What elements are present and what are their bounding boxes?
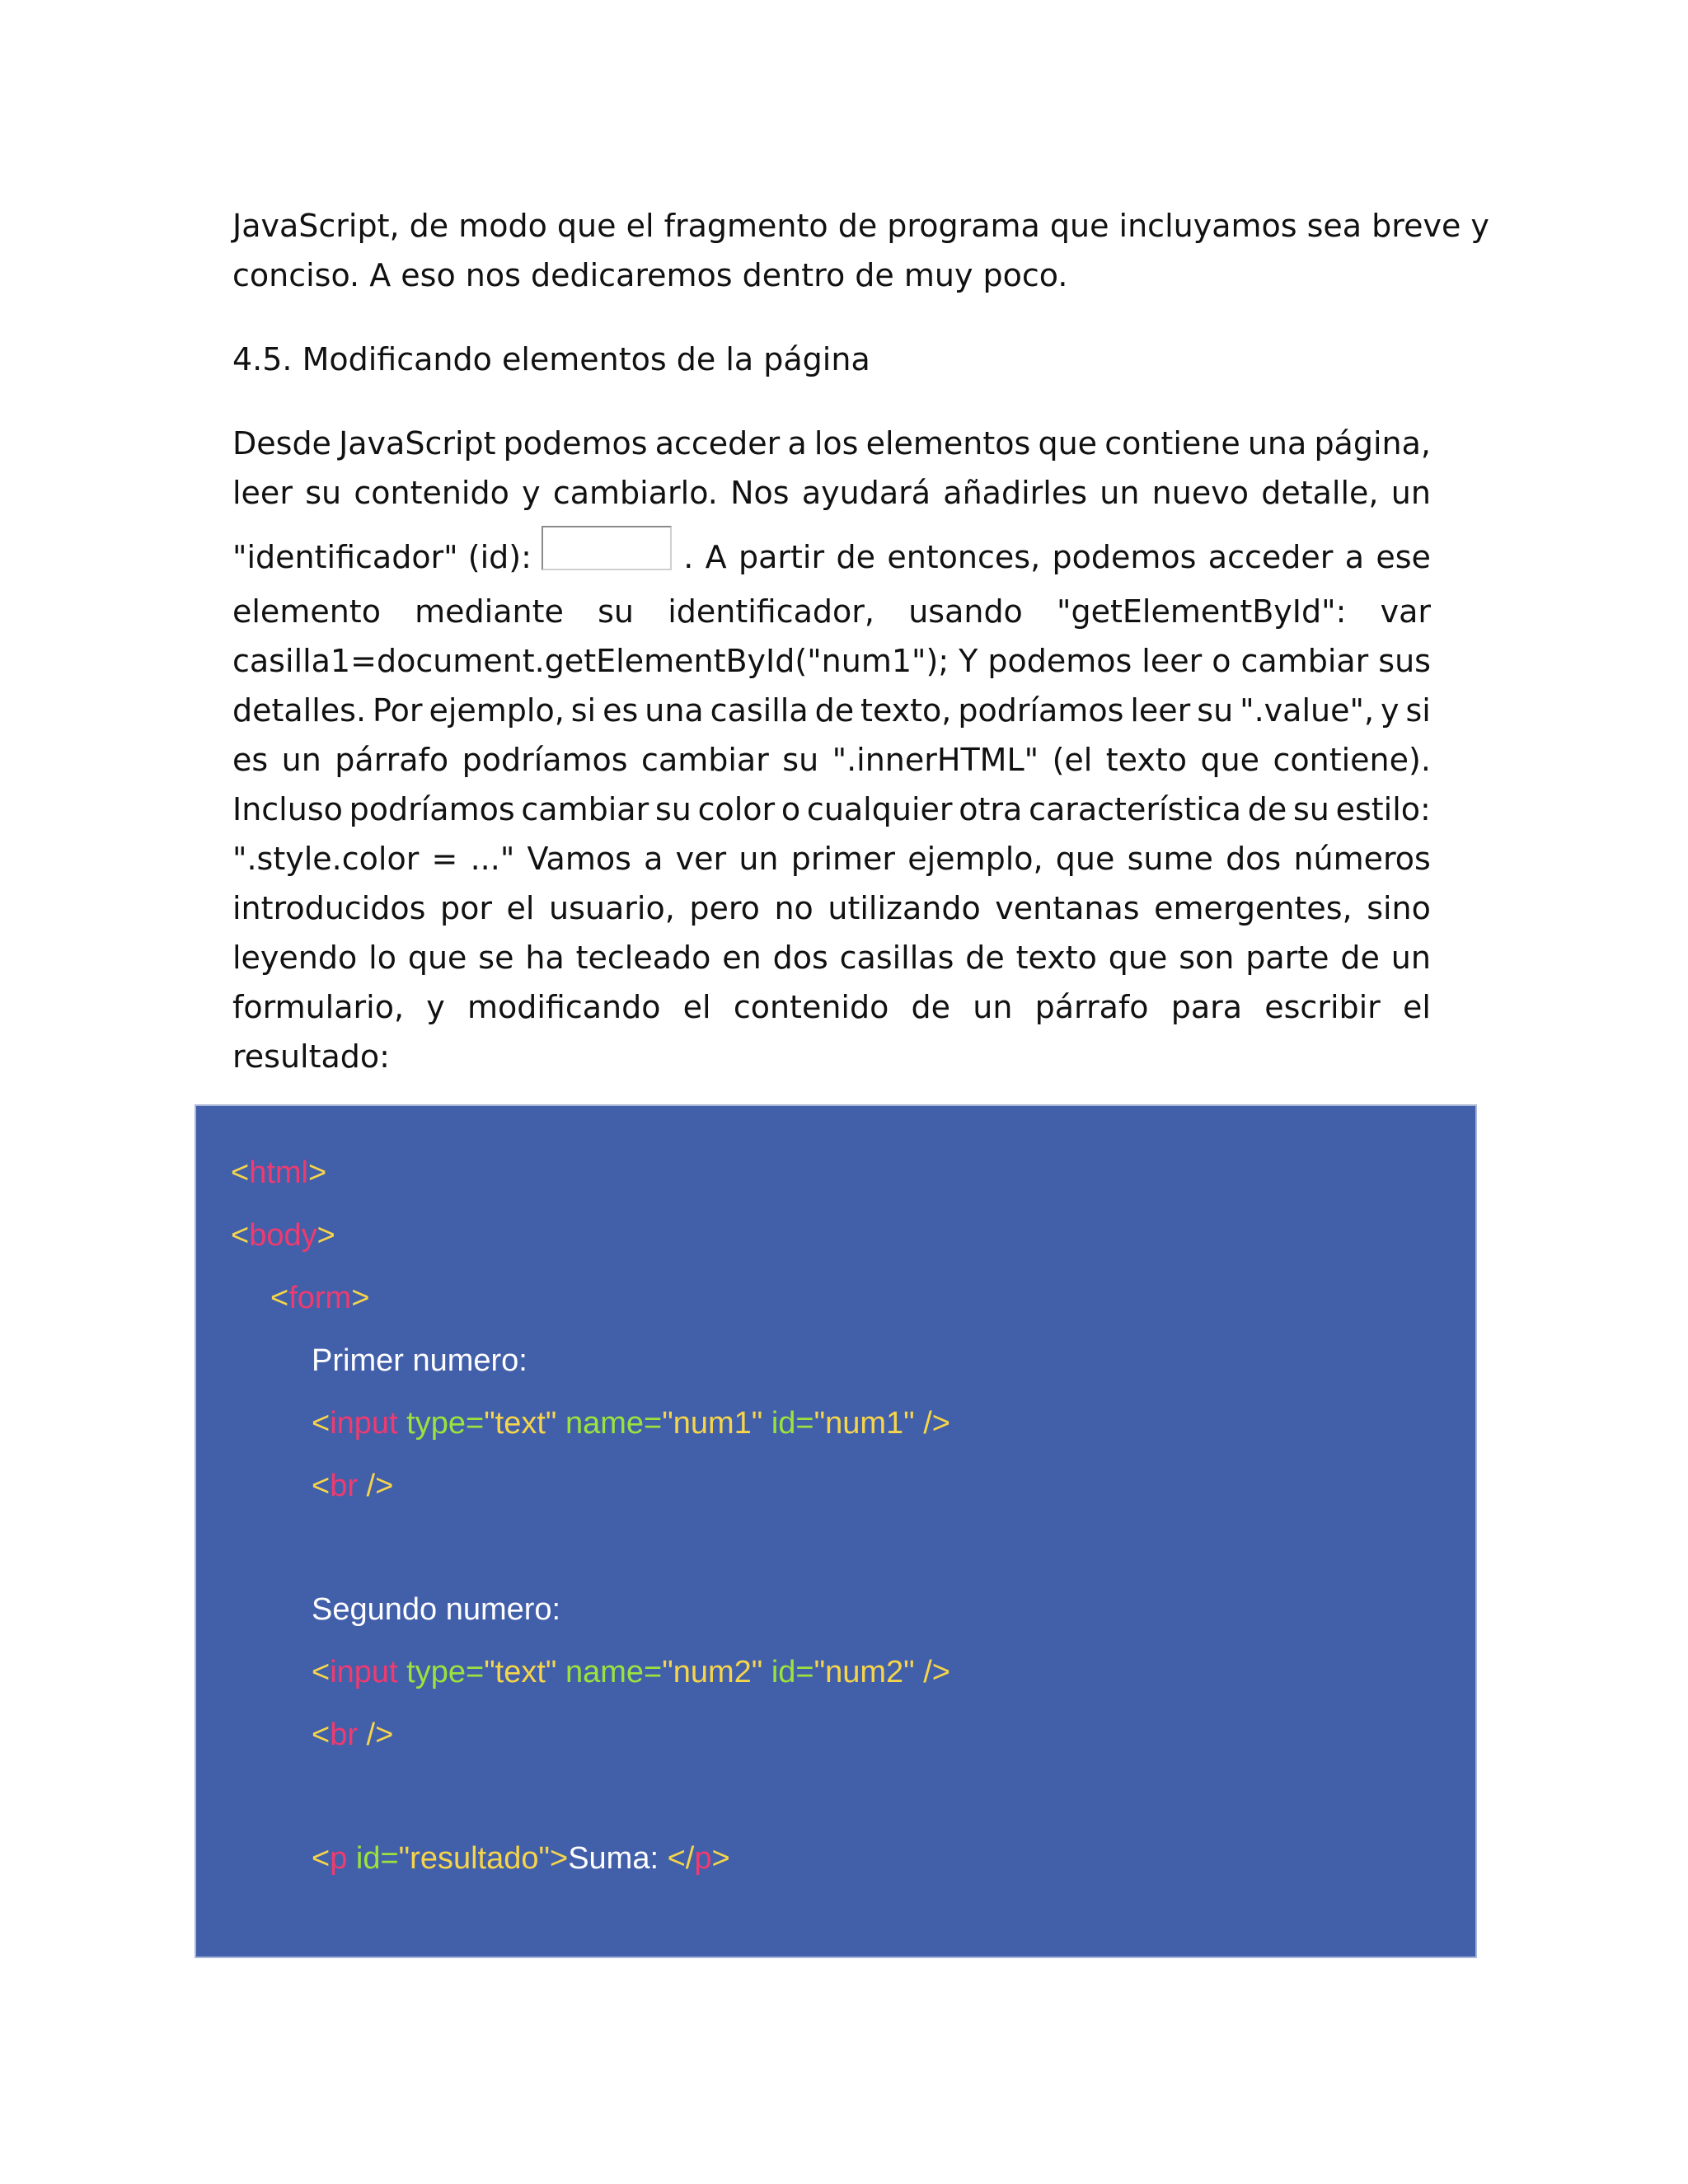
text-word: JavaScript xyxy=(339,425,496,462)
text-word: podemos xyxy=(503,425,648,462)
text-word: escribir xyxy=(1264,989,1381,1025)
code-attribute: type= xyxy=(397,1655,485,1690)
text-word: página, xyxy=(1314,425,1431,462)
text-word: un xyxy=(1390,940,1431,976)
text-line: JavaScript, de modo que el fragmento de programa que incluyamos sea breve y xyxy=(232,208,1489,244)
code-tag: p xyxy=(330,1841,348,1876)
code-bracket: > xyxy=(316,1218,335,1253)
code-bracket: < xyxy=(312,1841,331,1876)
text-word: que xyxy=(1038,425,1098,462)
text-word: el xyxy=(1403,989,1431,1025)
text-word: detalle, xyxy=(1261,475,1379,511)
text-word: Por xyxy=(373,692,423,729)
code-line-label2 xyxy=(312,1589,560,1630)
text-word: su xyxy=(654,791,692,827)
code-attribute: type= xyxy=(397,1406,485,1441)
text-word: utilizando xyxy=(828,890,981,926)
text-word: podríamos xyxy=(958,692,1124,729)
text-word: su xyxy=(598,593,634,630)
text-word: ".innerHTML" xyxy=(832,742,1039,778)
text-word: es xyxy=(232,742,269,778)
text-word: sino xyxy=(1367,890,1431,926)
text-word: partir xyxy=(738,539,825,575)
text-word: no xyxy=(774,890,814,926)
code-attribute: name= xyxy=(556,1655,663,1690)
text-line xyxy=(232,419,1431,468)
text-word: leer xyxy=(232,475,293,511)
text-word: casilla xyxy=(710,692,809,729)
text-word: tecleado xyxy=(575,940,711,976)
text-word: var xyxy=(1380,593,1431,630)
code-tag: input xyxy=(330,1655,398,1690)
text-word: el xyxy=(682,989,711,1025)
code-line-body xyxy=(231,1215,335,1256)
text-word: emergentes, xyxy=(1154,890,1353,926)
text-word: pero xyxy=(689,890,760,926)
code-bracket: < xyxy=(231,1155,250,1190)
text-word: y xyxy=(1381,692,1400,729)
text-word: modificando xyxy=(467,989,661,1025)
text-word: característica xyxy=(1029,791,1241,827)
text-word: de xyxy=(836,539,875,575)
code-bracket: < xyxy=(231,1218,250,1253)
code-bracket: < xyxy=(270,1281,289,1315)
code-bracket: < xyxy=(312,1718,331,1752)
text-word: ayudará xyxy=(801,475,931,511)
code-bracket: > xyxy=(711,1841,730,1876)
intro-paragraph xyxy=(232,201,1489,300)
text-word: texto, xyxy=(860,692,952,729)
text-word: que xyxy=(1108,940,1168,976)
text-word: (el xyxy=(1052,742,1093,778)
text-word: añadirles xyxy=(943,475,1087,511)
text-word: se xyxy=(478,940,514,976)
code-string: "resultado" xyxy=(398,1841,550,1876)
code-string: "num2" xyxy=(662,1655,763,1690)
text-line xyxy=(232,686,1431,735)
code-line-label1 xyxy=(312,1340,528,1381)
code-bracket: /> xyxy=(358,1718,394,1752)
code-string: "text" xyxy=(484,1655,557,1690)
text-word: de xyxy=(1340,940,1380,976)
text-word: por xyxy=(439,890,492,926)
text-word: leyendo xyxy=(232,940,358,976)
text-line xyxy=(232,1032,1431,1081)
text-word: su xyxy=(782,742,819,778)
text-word: ventanas xyxy=(995,890,1140,926)
text-word: su xyxy=(305,475,342,511)
text-word: cambiar xyxy=(1240,643,1369,679)
text-word: de xyxy=(814,692,855,729)
text-word: ejemplo, xyxy=(907,841,1043,877)
code-bracket: /> xyxy=(358,1469,394,1503)
code-string: "num1" xyxy=(662,1406,763,1441)
code-bracket: </ xyxy=(667,1841,695,1876)
text-word: o xyxy=(781,791,801,827)
text-word: y xyxy=(426,989,445,1025)
text-word: texto xyxy=(1105,742,1188,778)
text-word: acceder xyxy=(654,425,781,462)
text-word: contenido xyxy=(354,475,509,511)
code-attribute: id= xyxy=(762,1655,814,1690)
text-word: un xyxy=(973,989,1013,1025)
text-word: dos xyxy=(1226,841,1282,877)
text-word: si xyxy=(1405,692,1431,729)
text-word: ".style.color xyxy=(232,841,420,877)
text-line xyxy=(232,933,1431,982)
id-prefix-text: "identificador" (id): xyxy=(232,539,532,575)
section-heading: 4.5. Modificando elementos de la página xyxy=(232,341,870,377)
text-word: que xyxy=(407,940,467,976)
code-bracket: > xyxy=(308,1155,327,1190)
code-tag: br xyxy=(330,1469,358,1503)
text-word: ..." xyxy=(470,841,515,877)
text-word: lo xyxy=(368,940,396,976)
code-line-br1 xyxy=(312,1465,393,1507)
text-word: podríamos xyxy=(462,742,628,778)
text-word: párrafo xyxy=(1034,989,1149,1025)
text-word: detalles. xyxy=(232,692,367,729)
text-word: dos xyxy=(772,940,828,976)
id-prefix-group xyxy=(232,532,672,582)
text-word: otra xyxy=(959,791,1023,827)
text-word: Vamos xyxy=(527,841,631,877)
text-word: sume xyxy=(1127,841,1213,877)
code-bracket: < xyxy=(312,1469,331,1503)
text-line xyxy=(232,883,1431,933)
example-text-input[interactable] xyxy=(542,526,672,570)
text-word: o xyxy=(1212,643,1231,679)
text-word: podemos xyxy=(987,643,1132,679)
text-line xyxy=(232,518,1431,587)
text-word: un xyxy=(738,841,779,877)
text-line xyxy=(232,982,1431,1032)
code-attribute: id= xyxy=(762,1406,814,1441)
text-word: = xyxy=(431,841,458,877)
text-word: usando xyxy=(908,593,1023,630)
text-word: si xyxy=(570,692,597,729)
code-line-html xyxy=(231,1152,326,1193)
text-word: párrafo xyxy=(335,742,449,778)
code-tag: html xyxy=(249,1155,308,1190)
text-word: Y xyxy=(959,643,978,679)
text-word: que xyxy=(1200,742,1260,778)
code-tag: p xyxy=(694,1841,712,1876)
text-word: elemento xyxy=(232,593,381,630)
text-line: conciso. A eso nos dedicaremos dentro de muy poco. xyxy=(232,257,1068,293)
code-line-input2 xyxy=(312,1652,950,1693)
text-word: cambiarlo. xyxy=(552,475,718,511)
text-word: un xyxy=(1390,475,1431,511)
text-word: primer xyxy=(790,841,896,877)
text-word: de xyxy=(911,989,951,1025)
text-word: es xyxy=(603,692,639,729)
text-word: entonces, xyxy=(887,539,1041,575)
code-text: Segundo numero: xyxy=(312,1592,561,1627)
text-word: a xyxy=(787,425,807,462)
text-word: y xyxy=(522,475,541,511)
code-block xyxy=(195,1104,1477,1958)
text-word: texto xyxy=(1015,940,1097,976)
text-line-content: resultado: xyxy=(232,1038,390,1075)
text-word: para xyxy=(1170,989,1243,1025)
code-text: Suma: xyxy=(568,1841,668,1876)
code-line-form xyxy=(270,1277,369,1319)
text-word: Nos xyxy=(730,475,790,511)
text-line xyxy=(232,735,1431,785)
code-bracket: /> xyxy=(914,1406,950,1441)
text-word: en xyxy=(722,940,762,976)
text-word: a xyxy=(644,841,663,877)
text-word: cambiar xyxy=(641,742,769,778)
text-word: sus xyxy=(1378,643,1431,679)
text-word: formulario, xyxy=(232,989,405,1025)
code-string: "text" xyxy=(484,1406,557,1441)
text-word: podemos xyxy=(1052,539,1197,575)
text-word: contiene). xyxy=(1273,742,1431,778)
code-bracket: < xyxy=(312,1406,331,1441)
text-word: . xyxy=(683,539,694,575)
text-word: de xyxy=(965,940,1005,976)
text-word: una xyxy=(1247,425,1307,462)
code-tag: input xyxy=(330,1406,398,1441)
code-line-br2 xyxy=(312,1714,393,1755)
text-word: color xyxy=(697,791,776,827)
text-word: su xyxy=(1197,692,1234,729)
text-word: ese xyxy=(1376,539,1431,575)
code-line-result xyxy=(312,1838,730,1879)
text-word: ha xyxy=(525,940,565,976)
text-word: el xyxy=(506,890,535,926)
code-tag: body xyxy=(249,1218,317,1253)
text-word: leer xyxy=(1142,643,1203,679)
text-word: un xyxy=(1100,475,1140,511)
code-line-input1 xyxy=(312,1403,950,1444)
text-word: cualquier xyxy=(806,791,953,827)
text-word: identificador, xyxy=(668,593,874,630)
text-word: contiene xyxy=(1104,425,1240,462)
text-word: ".value", xyxy=(1240,692,1375,729)
text-line xyxy=(232,636,1431,686)
text-word: que xyxy=(1055,841,1115,877)
text-word: usuario, xyxy=(549,890,675,926)
code-attribute: id= xyxy=(347,1841,399,1876)
text-word: casilla1=document.getElementById("num1"); xyxy=(232,643,950,679)
text-word: elementos xyxy=(865,425,1031,462)
text-word: mediante xyxy=(415,593,564,630)
code-bracket: /> xyxy=(914,1655,950,1690)
text-line xyxy=(232,834,1431,883)
code-bracket: < xyxy=(312,1655,331,1690)
code-string: "num1" xyxy=(814,1406,915,1441)
text-line xyxy=(232,785,1431,834)
code-attribute: name= xyxy=(556,1406,663,1441)
text-word: "getElementById": xyxy=(1057,593,1347,630)
text-word: casillas xyxy=(839,940,954,976)
text-word: su xyxy=(1292,791,1329,827)
code-tag: form xyxy=(288,1281,352,1315)
text-word: nuevo xyxy=(1151,475,1249,511)
text-line xyxy=(232,587,1431,636)
text-word: leer xyxy=(1130,692,1191,729)
code-bracket: > xyxy=(351,1281,370,1315)
text-word: de xyxy=(1247,791,1287,827)
body-paragraph xyxy=(232,419,1431,1081)
text-word: son xyxy=(1179,940,1235,976)
code-tag: br xyxy=(330,1718,358,1752)
text-word: A xyxy=(705,539,727,575)
text-word: introducidos xyxy=(232,890,426,926)
text-word: números xyxy=(1293,841,1431,877)
text-word: podríamos xyxy=(349,791,515,827)
text-word: los xyxy=(814,425,859,462)
text-line xyxy=(232,468,1431,518)
text-word: contenido xyxy=(733,989,889,1025)
text-word: cambiar xyxy=(521,791,649,827)
text-word: estilo: xyxy=(1335,791,1431,827)
text-word: un xyxy=(281,742,321,778)
code-text: Primer numero: xyxy=(312,1343,528,1378)
text-word: acceder xyxy=(1207,539,1334,575)
text-word: Incluso xyxy=(232,791,343,827)
code-string: "num2" xyxy=(814,1655,915,1690)
text-word: a xyxy=(1344,539,1364,575)
text-word: parte xyxy=(1245,940,1329,976)
text-word: Desde xyxy=(232,425,331,462)
text-word: ver xyxy=(675,841,727,877)
text-word: ejemplo, xyxy=(429,692,565,729)
text-word: una xyxy=(645,692,704,729)
code-bracket: > xyxy=(549,1841,569,1876)
